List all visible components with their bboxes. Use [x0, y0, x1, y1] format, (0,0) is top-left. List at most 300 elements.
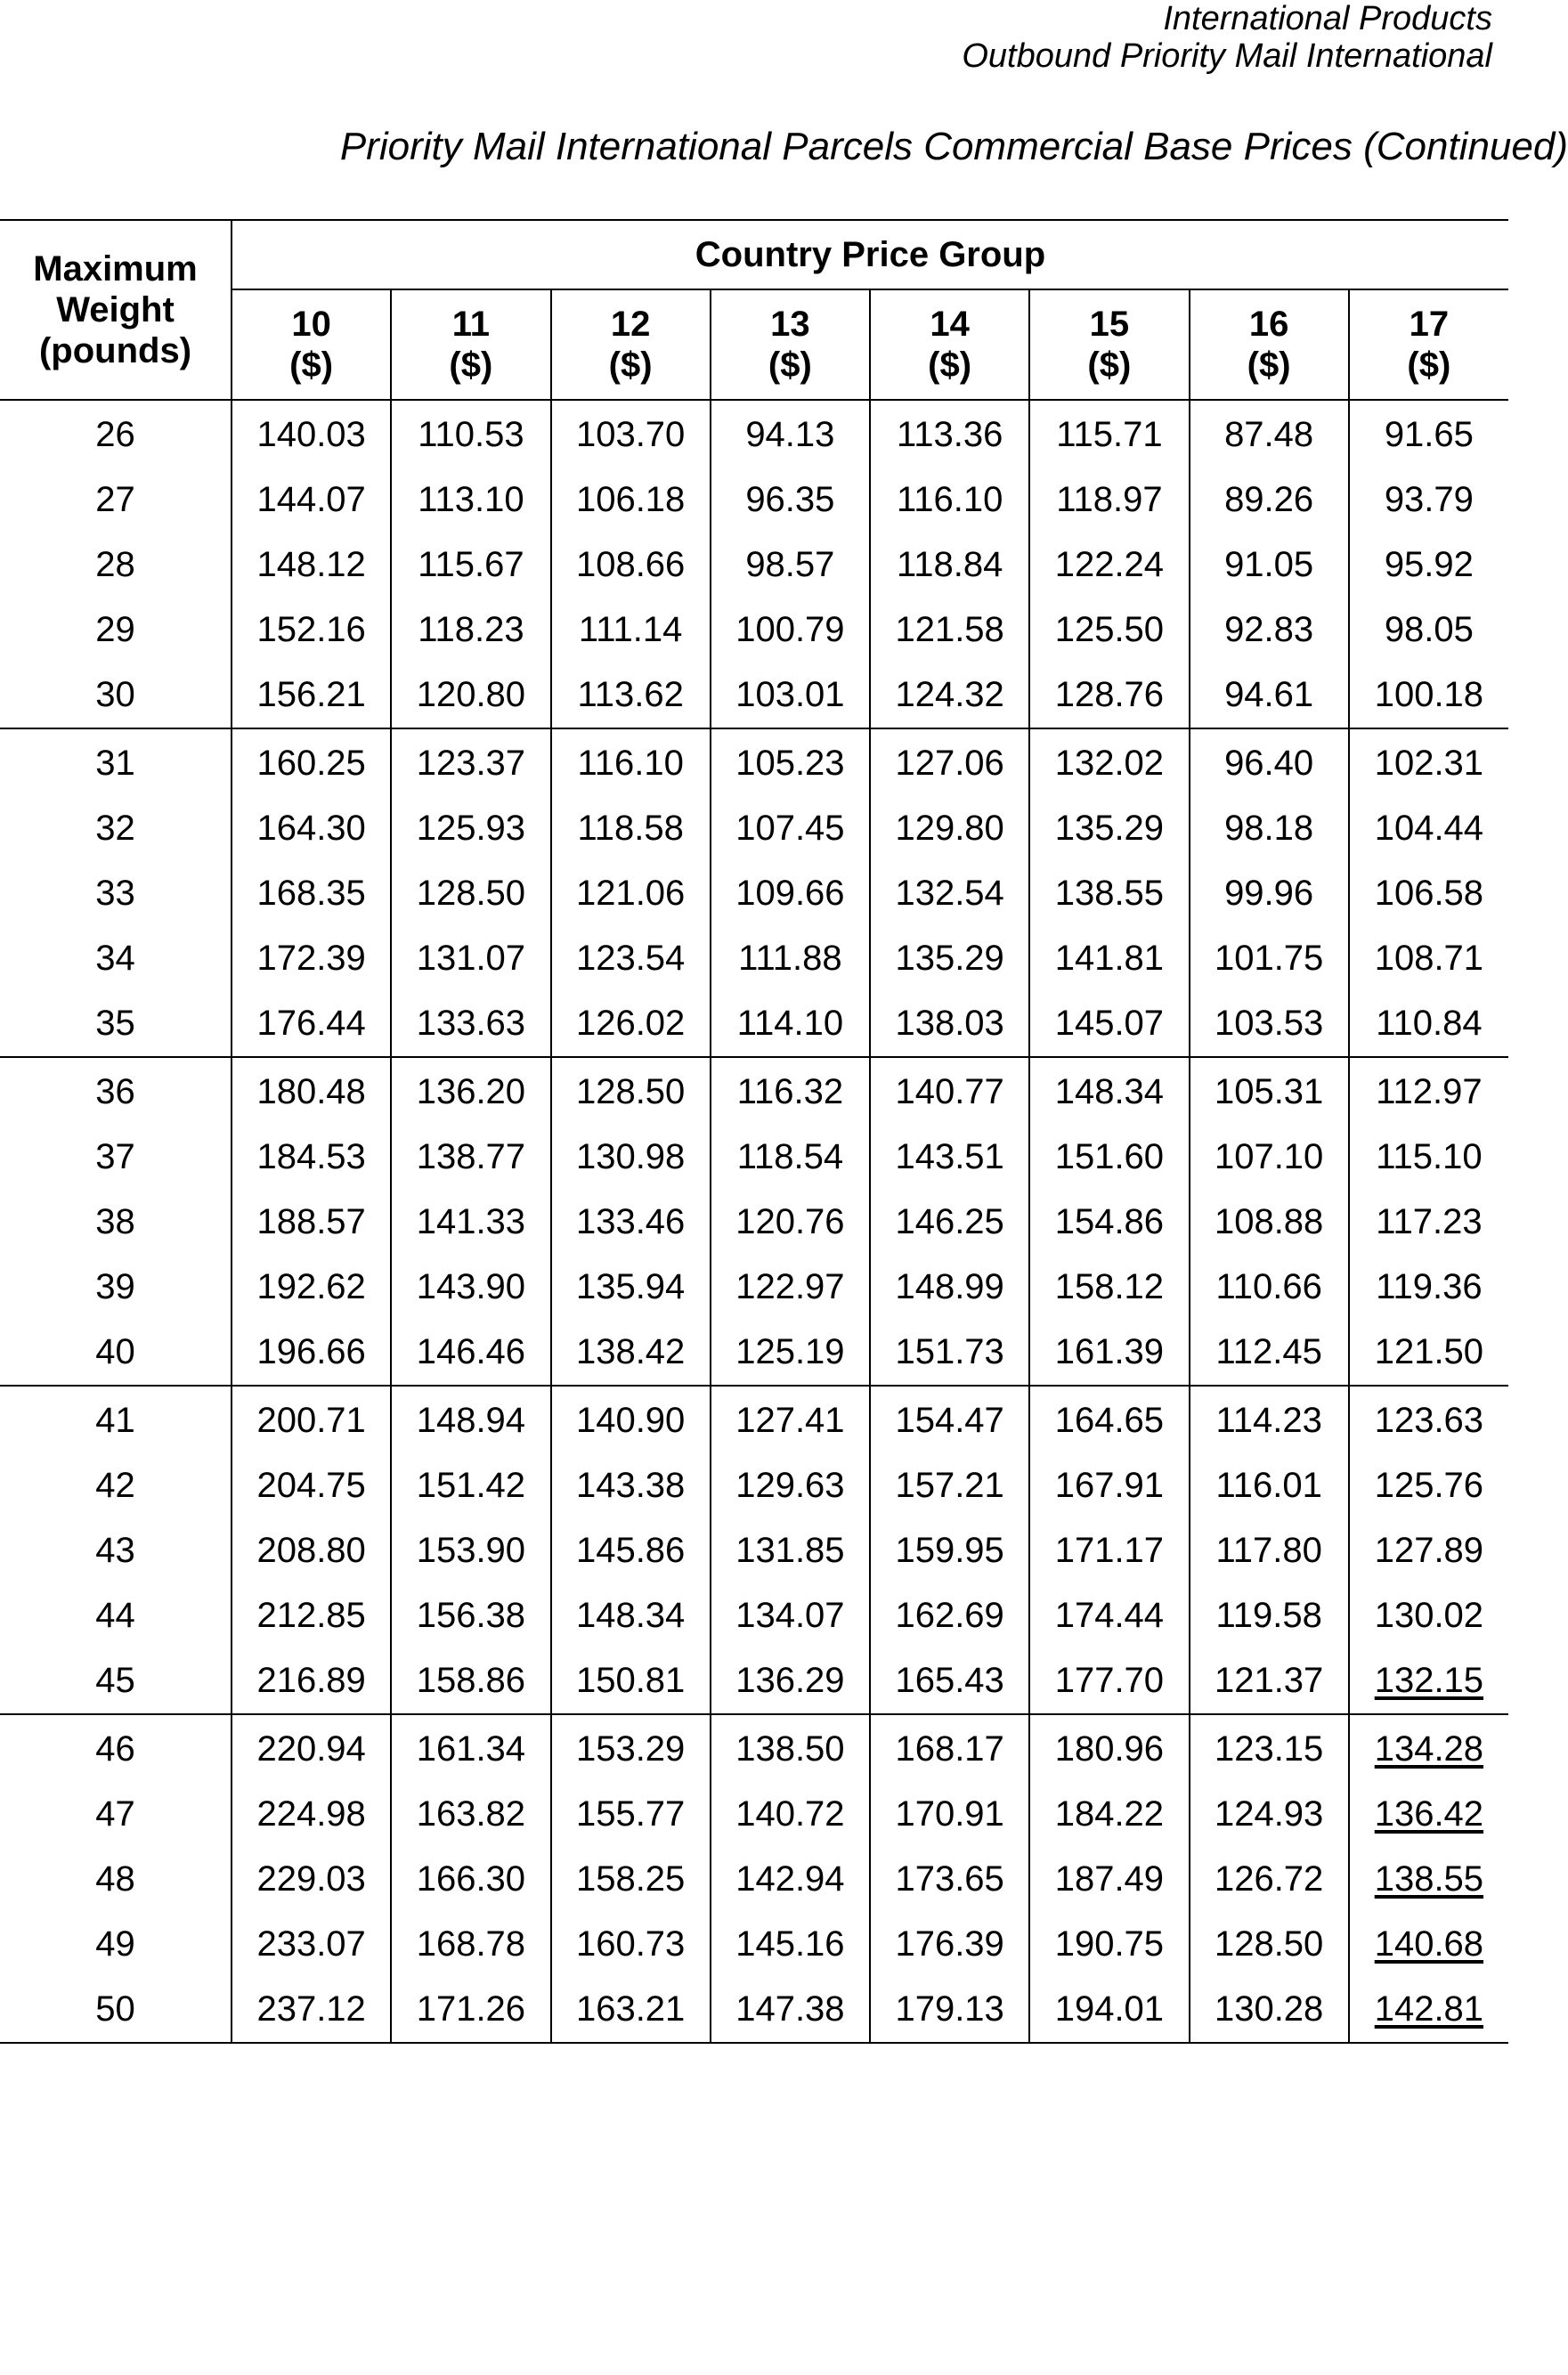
price-cell — [1349, 1125, 1508, 1190]
price-cell — [391, 728, 550, 796]
price-value: 128.50 — [416, 874, 526, 913]
price-value: 113.10 — [418, 480, 524, 519]
price-cell — [711, 1386, 870, 1453]
table-row — [0, 1648, 1508, 1714]
weight-cell: 37 — [0, 1125, 232, 1190]
price-cell — [232, 468, 391, 533]
price-value: 138.77 — [416, 1137, 526, 1176]
weight-cell: 34 — [0, 926, 232, 991]
price-cell — [1029, 1190, 1189, 1255]
price-cell — [870, 1847, 1029, 1912]
price-value: 146.46 — [416, 1332, 526, 1371]
price-value: 179.13 — [895, 1989, 1004, 2029]
price-value: 160.73 — [575, 1924, 686, 1964]
price-cell — [1190, 1125, 1349, 1190]
price-value: 116.32 — [736, 1072, 844, 1111]
price-cell — [551, 1847, 711, 1912]
price-cell — [551, 796, 711, 861]
price-group-header-1 — [391, 289, 550, 400]
table-row — [0, 1714, 1508, 1782]
price-value: 148.12 — [256, 545, 366, 584]
price-cell — [711, 1782, 870, 1847]
price-cell — [232, 796, 391, 861]
price-cell — [551, 1320, 711, 1386]
price-value: 140.72 — [735, 1794, 845, 1834]
price-value: 157.21 — [895, 1466, 1004, 1505]
price-value: 99.96 — [1224, 874, 1314, 913]
price-value: 153.29 — [575, 1729, 686, 1769]
price-cell — [551, 533, 711, 598]
price-value: 124.32 — [895, 675, 1004, 714]
price-cell — [1190, 1583, 1349, 1648]
table-row — [0, 861, 1508, 926]
price-value: 94.13 — [745, 415, 835, 454]
price-cell — [1190, 1518, 1349, 1583]
price-cell — [1029, 663, 1189, 728]
price-cell — [711, 861, 870, 926]
price-cell — [1190, 728, 1349, 796]
price-value: 127.41 — [735, 1401, 845, 1440]
price-value: 152.16 — [256, 610, 366, 649]
price-cell — [232, 400, 391, 468]
price-cell — [1349, 1912, 1508, 1977]
price-cell — [232, 1583, 391, 1648]
price-cell — [391, 1453, 550, 1518]
price-cell — [1029, 1782, 1189, 1847]
table-row — [0, 1125, 1508, 1190]
price-value: 108.71 — [1374, 939, 1484, 978]
price-cell — [1349, 1518, 1508, 1583]
price-cell — [870, 400, 1029, 468]
price-cell — [1349, 468, 1508, 533]
weight-cell: 49 — [0, 1912, 232, 1977]
price-cell — [391, 796, 550, 861]
price-value: 127.06 — [895, 744, 1004, 783]
price-cell — [870, 1255, 1029, 1320]
price-cell — [551, 991, 711, 1057]
price-cell — [1349, 1782, 1508, 1847]
price-value: 125.19 — [735, 1332, 845, 1371]
price-cell — [1029, 1583, 1189, 1648]
price-cell — [391, 1518, 550, 1583]
price-value: 144.07 — [256, 480, 366, 519]
price-value: 121.50 — [1374, 1332, 1484, 1371]
price-value: 150.81 — [575, 1661, 686, 1700]
price-value: 126.02 — [575, 1004, 686, 1043]
price-value: 102.31 — [1374, 744, 1484, 783]
price-value: 98.18 — [1224, 809, 1314, 848]
price-value: 216.89 — [256, 1661, 366, 1700]
price-cell — [391, 1912, 550, 1977]
price-value: 134.28 — [1374, 1729, 1484, 1769]
price-value: 131.85 — [735, 1531, 845, 1570]
price-value: 177.70 — [1054, 1661, 1165, 1700]
price-value: 156.38 — [416, 1596, 526, 1635]
price-value: 106.18 — [575, 480, 686, 519]
price-value: 138.55 — [1054, 874, 1165, 913]
price-cell — [870, 1648, 1029, 1714]
price-cell — [232, 1320, 391, 1386]
price-cell — [1029, 796, 1189, 861]
price-cell — [1029, 598, 1189, 663]
price-value: 123.15 — [1214, 1729, 1324, 1769]
price-value: 125.93 — [416, 809, 526, 848]
price-value: 110.66 — [1215, 1267, 1322, 1306]
price-cell — [551, 1518, 711, 1583]
price-value: 194.01 — [1054, 1989, 1165, 2029]
weight-header-line: Maximum — [33, 249, 198, 289]
price-value: 151.42 — [416, 1466, 526, 1505]
price-value: 143.90 — [416, 1267, 526, 1306]
weight-cell: 48 — [0, 1847, 232, 1912]
price-value: 91.05 — [1224, 545, 1314, 584]
price-cell — [1349, 1320, 1508, 1386]
price-cell — [711, 1125, 870, 1190]
price-cell — [711, 1912, 870, 1977]
price-cell — [232, 1255, 391, 1320]
price-cell — [711, 796, 870, 861]
price-value: 126.72 — [1214, 1859, 1324, 1899]
price-cell — [1029, 1912, 1189, 1977]
weight-cell: 41 — [0, 1386, 232, 1453]
price-value: 143.38 — [575, 1466, 686, 1505]
price-value: 208.80 — [256, 1531, 366, 1570]
price-value: 143.51 — [895, 1137, 1004, 1176]
price-value: 167.91 — [1054, 1466, 1165, 1505]
price-value: 229.03 — [256, 1859, 366, 1899]
price-value: 131.07 — [416, 939, 526, 978]
price-value: 146.25 — [895, 1202, 1004, 1241]
price-cell — [870, 926, 1029, 991]
price-value: 100.18 — [1374, 675, 1484, 714]
price-cell — [1349, 1847, 1508, 1912]
price-cell — [391, 926, 550, 991]
price-cell — [1190, 1057, 1349, 1125]
price-value: 233.07 — [256, 1924, 366, 1964]
page-title: Priority Mail International Parcels Commercial Base Prices (Continued) — [339, 125, 1568, 168]
price-cell — [1029, 1125, 1189, 1190]
price-value: 184.22 — [1054, 1794, 1165, 1834]
price-value: 132.15 — [1374, 1661, 1484, 1700]
price-cell — [232, 728, 391, 796]
price-cell — [870, 1125, 1029, 1190]
price-value: 119.58 — [1215, 1596, 1322, 1635]
price-group-header-4 — [870, 289, 1029, 400]
price-value: 123.63 — [1374, 1401, 1484, 1440]
weight-cell: 45 — [0, 1648, 232, 1714]
weight-header-line: (pounds) — [38, 331, 192, 370]
price-cell — [1349, 1648, 1508, 1714]
table-row — [0, 1782, 1508, 1847]
price-cell — [232, 1782, 391, 1847]
price-value: 135.94 — [575, 1267, 686, 1306]
weight-cell: 43 — [0, 1518, 232, 1583]
price-cell — [551, 1714, 711, 1782]
price-value: 115.10 — [1376, 1137, 1483, 1176]
price-cell — [391, 1057, 550, 1125]
price-value: 132.54 — [895, 874, 1004, 913]
table-row — [0, 1320, 1508, 1386]
price-group-number: 12 — [610, 305, 651, 344]
header-line-2: Outbound Priority Mail International — [962, 37, 1492, 75]
price-value: 196.66 — [256, 1332, 366, 1371]
price-group-unit: ($) — [1087, 346, 1132, 385]
price-cell — [1029, 926, 1189, 991]
price-value: 140.68 — [1374, 1924, 1484, 1964]
price-value: 117.80 — [1215, 1531, 1322, 1570]
price-cell — [711, 400, 870, 468]
price-cell — [551, 1125, 711, 1190]
price-value: 96.40 — [1224, 744, 1314, 783]
price-value: 166.30 — [416, 1859, 526, 1899]
price-cell — [551, 1912, 711, 1977]
price-value: 140.90 — [575, 1401, 686, 1440]
price-cell — [711, 728, 870, 796]
price-value: 96.35 — [745, 480, 835, 519]
price-value: 121.06 — [575, 874, 686, 913]
country-price-group-header: Country Price Group — [232, 220, 1508, 289]
price-cell — [711, 1190, 870, 1255]
price-value: 140.77 — [895, 1072, 1004, 1111]
weight-cell: 27 — [0, 468, 232, 533]
price-value: 148.94 — [416, 1401, 526, 1440]
price-cell — [1349, 796, 1508, 861]
price-value: 138.55 — [1374, 1859, 1484, 1899]
price-cell — [551, 1057, 711, 1125]
price-cell — [1349, 598, 1508, 663]
price-cell — [391, 1648, 550, 1714]
price-value: 160.25 — [256, 744, 366, 783]
price-cell — [391, 1977, 550, 2043]
price-value: 127.89 — [1374, 1531, 1484, 1570]
price-value: 180.48 — [256, 1072, 366, 1111]
price-value: 162.69 — [895, 1596, 1004, 1635]
price-cell — [1029, 1255, 1189, 1320]
price-cell — [232, 1190, 391, 1255]
price-cell — [711, 468, 870, 533]
price-cell — [551, 1386, 711, 1453]
price-cell — [870, 991, 1029, 1057]
price-cell — [232, 1847, 391, 1912]
price-value: 118.84 — [896, 545, 1003, 584]
price-value: 220.94 — [256, 1729, 366, 1769]
price-value: 147.38 — [735, 1989, 845, 2029]
price-cell — [1349, 1977, 1508, 2043]
price-value: 142.94 — [735, 1859, 845, 1899]
price-value: 123.54 — [575, 939, 686, 978]
price-value: 132.02 — [1054, 744, 1165, 783]
price-cell — [1029, 1453, 1189, 1518]
price-value: 98.57 — [745, 545, 835, 584]
price-value: 125.50 — [1054, 610, 1165, 649]
price-cell — [391, 1782, 550, 1847]
price-cell — [1190, 1782, 1349, 1847]
price-cell — [1029, 861, 1189, 926]
price-cell — [870, 598, 1029, 663]
price-cell — [870, 861, 1029, 926]
price-cell — [232, 598, 391, 663]
price-value: 148.99 — [895, 1267, 1004, 1306]
price-cell — [1190, 400, 1349, 468]
price-value: 184.53 — [256, 1137, 366, 1176]
price-value: 133.63 — [416, 1004, 526, 1043]
price-cell — [711, 533, 870, 598]
weight-header-line: Weight — [56, 290, 175, 329]
price-cell — [1029, 1518, 1189, 1583]
price-value: 108.66 — [575, 545, 686, 584]
price-group-number: 17 — [1409, 305, 1450, 344]
price-value: 171.26 — [416, 1989, 526, 2029]
price-value: 115.67 — [418, 545, 524, 584]
table-row — [0, 796, 1508, 861]
price-value: 121.37 — [1214, 1661, 1324, 1700]
price-value: 200.71 — [256, 1401, 366, 1440]
price-value: 161.39 — [1054, 1332, 1165, 1371]
price-cell — [551, 1453, 711, 1518]
price-cell — [232, 991, 391, 1057]
price-value: 158.25 — [575, 1859, 686, 1899]
price-cell — [232, 1977, 391, 2043]
price-cell — [391, 1190, 550, 1255]
price-cell — [1029, 468, 1189, 533]
price-cell — [711, 1518, 870, 1583]
price-value: 187.49 — [1054, 1859, 1165, 1899]
price-group-unit: ($) — [608, 346, 653, 385]
price-cell — [551, 1583, 711, 1648]
weight-cell: 36 — [0, 1057, 232, 1125]
price-value: 118.58 — [577, 809, 684, 848]
price-group-unit: ($) — [768, 346, 812, 385]
price-cell — [711, 1583, 870, 1648]
price-value: 122.97 — [735, 1267, 845, 1306]
price-cell — [870, 1583, 1029, 1648]
price-cell — [1029, 1386, 1189, 1453]
price-value: 94.61 — [1224, 675, 1314, 714]
price-value: 174.44 — [1054, 1596, 1165, 1635]
price-cell — [391, 1583, 550, 1648]
price-cell — [551, 663, 711, 728]
price-value: 130.98 — [575, 1137, 686, 1176]
price-value: 165.43 — [895, 1661, 1004, 1700]
price-value: 116.10 — [896, 480, 1003, 519]
price-value: 105.23 — [735, 744, 845, 783]
price-cell — [232, 1648, 391, 1714]
price-value: 164.65 — [1054, 1401, 1165, 1440]
price-cell — [1029, 1977, 1189, 2043]
price-cell — [551, 1782, 711, 1847]
price-cell — [1349, 1453, 1508, 1518]
price-value: 135.29 — [895, 939, 1004, 978]
price-value: 145.07 — [1054, 1004, 1165, 1043]
price-value: 237.12 — [256, 1989, 366, 2029]
price-value: 92.83 — [1224, 610, 1314, 649]
price-cell — [391, 861, 550, 926]
price-value: 122.24 — [1054, 545, 1165, 584]
price-value: 145.86 — [575, 1531, 686, 1570]
price-value: 161.34 — [416, 1729, 526, 1769]
price-cell — [551, 1648, 711, 1714]
price-cell — [711, 991, 870, 1057]
table-row — [0, 1255, 1508, 1320]
weight-cell: 40 — [0, 1320, 232, 1386]
price-group-number: 14 — [930, 305, 970, 344]
price-value: 204.75 — [256, 1466, 366, 1505]
table-row — [0, 926, 1508, 991]
price-cell — [870, 533, 1029, 598]
weight-cell: 46 — [0, 1714, 232, 1782]
price-group-header-2 — [551, 289, 711, 400]
weight-cell: 31 — [0, 728, 232, 796]
price-cell — [1190, 1912, 1349, 1977]
price-cell — [232, 1453, 391, 1518]
price-cell — [1029, 1648, 1189, 1714]
price-value: 188.57 — [256, 1202, 366, 1241]
price-cell — [870, 1782, 1029, 1847]
table-row — [0, 991, 1508, 1057]
price-value: 100.79 — [735, 610, 845, 649]
weight-cell: 35 — [0, 991, 232, 1057]
price-group-number: 11 — [451, 305, 491, 344]
price-cell — [232, 1386, 391, 1453]
price-cell — [551, 861, 711, 926]
price-cell — [232, 1714, 391, 1782]
price-value: 116.10 — [577, 744, 684, 783]
price-group-header-5 — [1029, 289, 1189, 400]
price-group-unit: ($) — [1407, 346, 1451, 385]
price-cell — [870, 1190, 1029, 1255]
price-cell — [232, 533, 391, 598]
price-value: 129.63 — [735, 1466, 845, 1505]
price-cell — [551, 926, 711, 991]
price-value: 120.80 — [416, 675, 526, 714]
price-value: 192.62 — [256, 1267, 366, 1306]
price-group-unit: ($) — [928, 346, 972, 385]
price-value: 190.75 — [1054, 1924, 1165, 1964]
table-row — [0, 400, 1508, 468]
price-cell — [870, 468, 1029, 533]
price-cell — [1029, 991, 1189, 1057]
price-cell — [1190, 1453, 1349, 1518]
price-value: 130.02 — [1374, 1596, 1484, 1635]
price-cell — [1029, 1847, 1189, 1912]
price-value: 176.44 — [256, 1004, 366, 1043]
price-cell — [232, 1912, 391, 1977]
price-cell — [232, 1518, 391, 1583]
price-cell — [1190, 1386, 1349, 1453]
price-value: 119.36 — [1376, 1267, 1483, 1306]
price-value: 103.01 — [735, 675, 845, 714]
price-cell — [391, 991, 550, 1057]
price-cell — [711, 926, 870, 991]
price-value: 95.92 — [1384, 545, 1474, 584]
price-value: 172.39 — [256, 939, 366, 978]
price-cell — [391, 1125, 550, 1190]
table-row — [0, 1583, 1508, 1648]
price-cell — [1349, 663, 1508, 728]
price-cell — [391, 468, 550, 533]
price-value: 154.47 — [895, 1401, 1004, 1440]
table-row — [0, 1977, 1508, 2043]
price-cell — [870, 1057, 1029, 1125]
price-value: 164.30 — [256, 809, 366, 848]
price-cell — [551, 468, 711, 533]
price-value: 180.96 — [1054, 1729, 1165, 1769]
price-value: 136.29 — [735, 1661, 845, 1700]
price-value: 117.23 — [1376, 1202, 1483, 1241]
price-value: 136.20 — [416, 1072, 526, 1111]
price-cell — [1190, 1714, 1349, 1782]
price-value: 145.16 — [735, 1924, 845, 1964]
